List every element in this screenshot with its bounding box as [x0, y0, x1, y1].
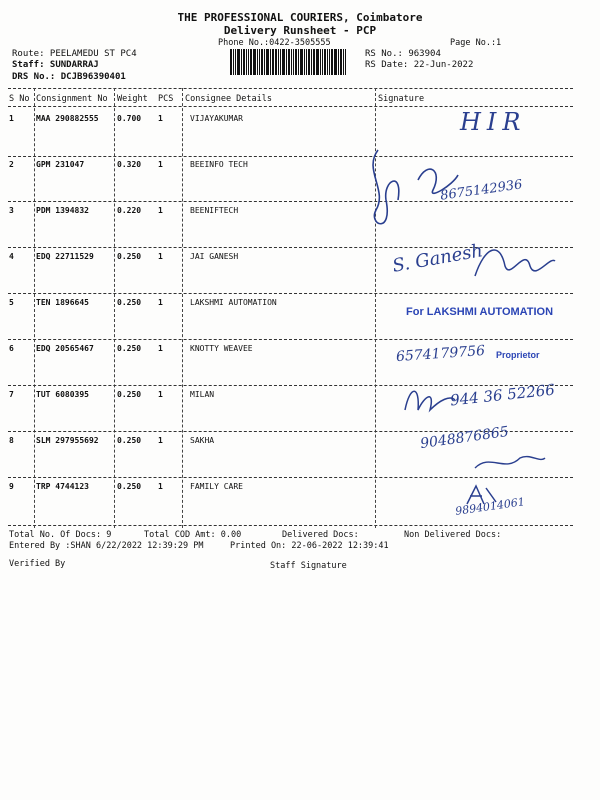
- barcode-bar: [304, 49, 305, 75]
- row-weight: 0.700: [117, 114, 142, 123]
- barcode-bar: [253, 49, 256, 75]
- table-header-rule: [8, 106, 573, 107]
- column-header-weight: Weight: [117, 94, 148, 104]
- row-consignment: GPM 231047: [36, 160, 85, 169]
- row-weight: 0.250: [117, 482, 142, 491]
- barcode-bar: [261, 49, 263, 75]
- row-consignment: EDQ 20565467: [36, 344, 94, 353]
- barcode-bar: [264, 49, 265, 75]
- signature-row8-phone: 9048876865: [419, 423, 510, 453]
- column-header-sno: S No: [9, 94, 30, 104]
- column-header-signature: Signature: [378, 94, 425, 104]
- rs-date: RS Date: 22-Jun-2022: [365, 60, 474, 70]
- barcode-bar: [272, 49, 274, 75]
- barcode-bar: [295, 49, 297, 75]
- row-sno: 4: [9, 252, 14, 261]
- barcode-bar: [320, 49, 321, 75]
- signature-row2-phone: 8675142936: [439, 177, 524, 204]
- row-pcs: 1: [158, 298, 163, 307]
- row-rule: [8, 201, 573, 202]
- row-sno: 7: [9, 390, 14, 399]
- row-sno: 9: [9, 482, 14, 491]
- non-delivered-docs: Non Delivered Docs:: [404, 530, 502, 540]
- row-consignee: LAKSHMI AUTOMATION: [190, 298, 277, 307]
- signature-scrawl-row4: [470, 236, 560, 286]
- row-weight: 0.250: [117, 298, 142, 307]
- row-pcs: 1: [158, 436, 163, 445]
- row-consignee: BEEINFO TECH: [190, 160, 248, 169]
- column-divider: [34, 88, 35, 528]
- page-number: Page No.:1: [450, 38, 502, 48]
- barcode-bar: [241, 49, 242, 75]
- table-top-rule: [8, 88, 573, 89]
- barcode-bar: [334, 49, 337, 75]
- barcode-bar: [311, 49, 312, 75]
- row-weight: 0.220: [117, 206, 142, 215]
- signature-row1: HIR: [460, 108, 527, 136]
- barcode-bar: [308, 49, 310, 75]
- row-consignee: FAMILY CARE: [190, 482, 243, 491]
- proprietor-stamp: Proprietor: [496, 350, 540, 360]
- row-sno: 2: [9, 160, 14, 169]
- barcode-bar: [327, 49, 328, 75]
- barcode-bar: [340, 49, 342, 75]
- row-sno: 6: [9, 344, 14, 353]
- row-consignee: KNOTTY WEAVEE: [190, 344, 253, 353]
- total-cod: Total COD Amt: 0.00: [144, 530, 242, 540]
- barcode-bar: [316, 49, 319, 75]
- barcode-bar: [259, 49, 260, 75]
- row-weight: 0.250: [117, 252, 142, 261]
- row-sno: 8: [9, 436, 14, 445]
- signature-scrawl-row8: [470, 448, 550, 478]
- phone-number: Phone No.:0422-3505555: [218, 38, 331, 48]
- route-label: Route: PEELAMEDU ST PC4: [12, 49, 137, 59]
- entered-by: Entered By :SHAN 6/22/2022 12:39:29 PM: [9, 541, 204, 551]
- row-consignee: VIJAYAKUMAR: [190, 114, 243, 123]
- table-bottom-rule: [8, 525, 573, 526]
- barcode-bar: [343, 49, 344, 75]
- barcode-bar: [248, 49, 249, 75]
- row-consignment: TEN 1896645: [36, 298, 89, 307]
- column-header-consignee: Consignee Details: [185, 94, 272, 104]
- barcode-bar: [324, 49, 326, 75]
- barcode-bar: [235, 49, 236, 75]
- row-rule: [8, 293, 573, 294]
- row-consignee: JAI GANESH: [190, 252, 239, 261]
- rs-number: RS No.: 963904: [365, 49, 441, 59]
- barcode-bar: [250, 49, 252, 75]
- column-header-consignment: Consignment No: [36, 94, 108, 104]
- barcode-bar: [266, 49, 269, 75]
- row-weight: 0.320: [117, 160, 142, 169]
- barcode-bar: [286, 49, 287, 75]
- barcode-bar: [298, 49, 299, 75]
- row-pcs: 1: [158, 482, 163, 491]
- row-consignment: TRP 4744123: [36, 482, 89, 491]
- row-weight: 0.250: [117, 390, 142, 399]
- row-pcs: 1: [158, 114, 163, 123]
- signature-row4: S. Ganesh: [390, 240, 485, 277]
- row-pcs: 1: [158, 390, 163, 399]
- drs-number: DRS No.: DCJB96390401: [12, 72, 126, 82]
- barcode-bar: [331, 49, 333, 75]
- staff-label: Staff: SUNDARRAJ: [12, 60, 99, 70]
- row-consignee: MILAN: [190, 390, 215, 399]
- barcode-bar: [291, 49, 292, 75]
- barcode-bar: [288, 49, 290, 75]
- barcode-bar: [329, 49, 330, 75]
- row-rule: [8, 339, 573, 340]
- barcode-bar: [293, 49, 294, 75]
- barcode-bar: [313, 49, 315, 75]
- barcode-bar: [243, 49, 245, 75]
- barcode-bar: [306, 49, 307, 75]
- row-pcs: 1: [158, 160, 163, 169]
- company-stamp: For LAKSHMI AUTOMATION: [406, 306, 554, 318]
- row-consignment: PDM 1394832: [36, 206, 89, 215]
- row-rule: [8, 156, 573, 157]
- barcode-image: [230, 49, 350, 75]
- runsheet-subtitle: Delivery Runsheet - PCP: [223, 24, 377, 37]
- row-weight: 0.250: [117, 436, 142, 445]
- row-sno: 5: [9, 298, 14, 307]
- barcode-bar: [230, 49, 232, 75]
- row-pcs: 1: [158, 344, 163, 353]
- barcode-bar: [246, 49, 247, 75]
- row-weight: 0.250: [117, 344, 142, 353]
- company-title: THE PROFESSIONAL COURIERS, Coimbatore: [177, 11, 423, 24]
- barcode-bar: [322, 49, 323, 75]
- row-consignment: SLM 297955692: [36, 436, 99, 445]
- delivered-docs: Delivered Docs:: [282, 530, 359, 540]
- verified-by-label: Verified By: [9, 559, 66, 569]
- signature-row6-phone: 6574179756: [395, 342, 486, 366]
- total-docs: Total No. Of Docs: 9: [9, 530, 112, 540]
- row-rule: [8, 385, 573, 386]
- staff-signature-label: Staff Signature: [270, 561, 347, 571]
- barcode-bar: [278, 49, 279, 75]
- column-divider: [114, 88, 115, 528]
- row-consignment: TUT 6080395: [36, 390, 89, 399]
- row-pcs: 1: [158, 252, 163, 261]
- signature-row7-phone: 944 36 52266: [449, 380, 556, 410]
- barcode-bar: [338, 49, 339, 75]
- row-pcs: 1: [158, 206, 163, 215]
- barcode-bar: [300, 49, 303, 75]
- row-consignment: MAA 290882555: [36, 114, 99, 123]
- barcode-bar: [282, 49, 285, 75]
- row-sno: 1: [9, 114, 14, 123]
- row-consignment: EDQ 22711529: [36, 252, 94, 261]
- column-header-pcs: PCS: [158, 94, 174, 104]
- barcode-bar: [275, 49, 277, 75]
- barcode-bar: [345, 49, 346, 75]
- barcode-bar: [257, 49, 258, 75]
- barcode-bar: [280, 49, 281, 75]
- barcode-bar: [233, 49, 234, 75]
- column-divider: [182, 88, 183, 528]
- row-consignee: SAKHA: [190, 436, 215, 445]
- printed-on: Printed On: 22-06-2022 12:39:41: [230, 541, 389, 551]
- row-sno: 3: [9, 206, 14, 215]
- signature-row9-phone: 9894014061: [454, 495, 526, 518]
- barcode-bar: [237, 49, 240, 75]
- barcode-bar: [270, 49, 271, 75]
- row-consignee: BEENIFTECH: [190, 206, 239, 215]
